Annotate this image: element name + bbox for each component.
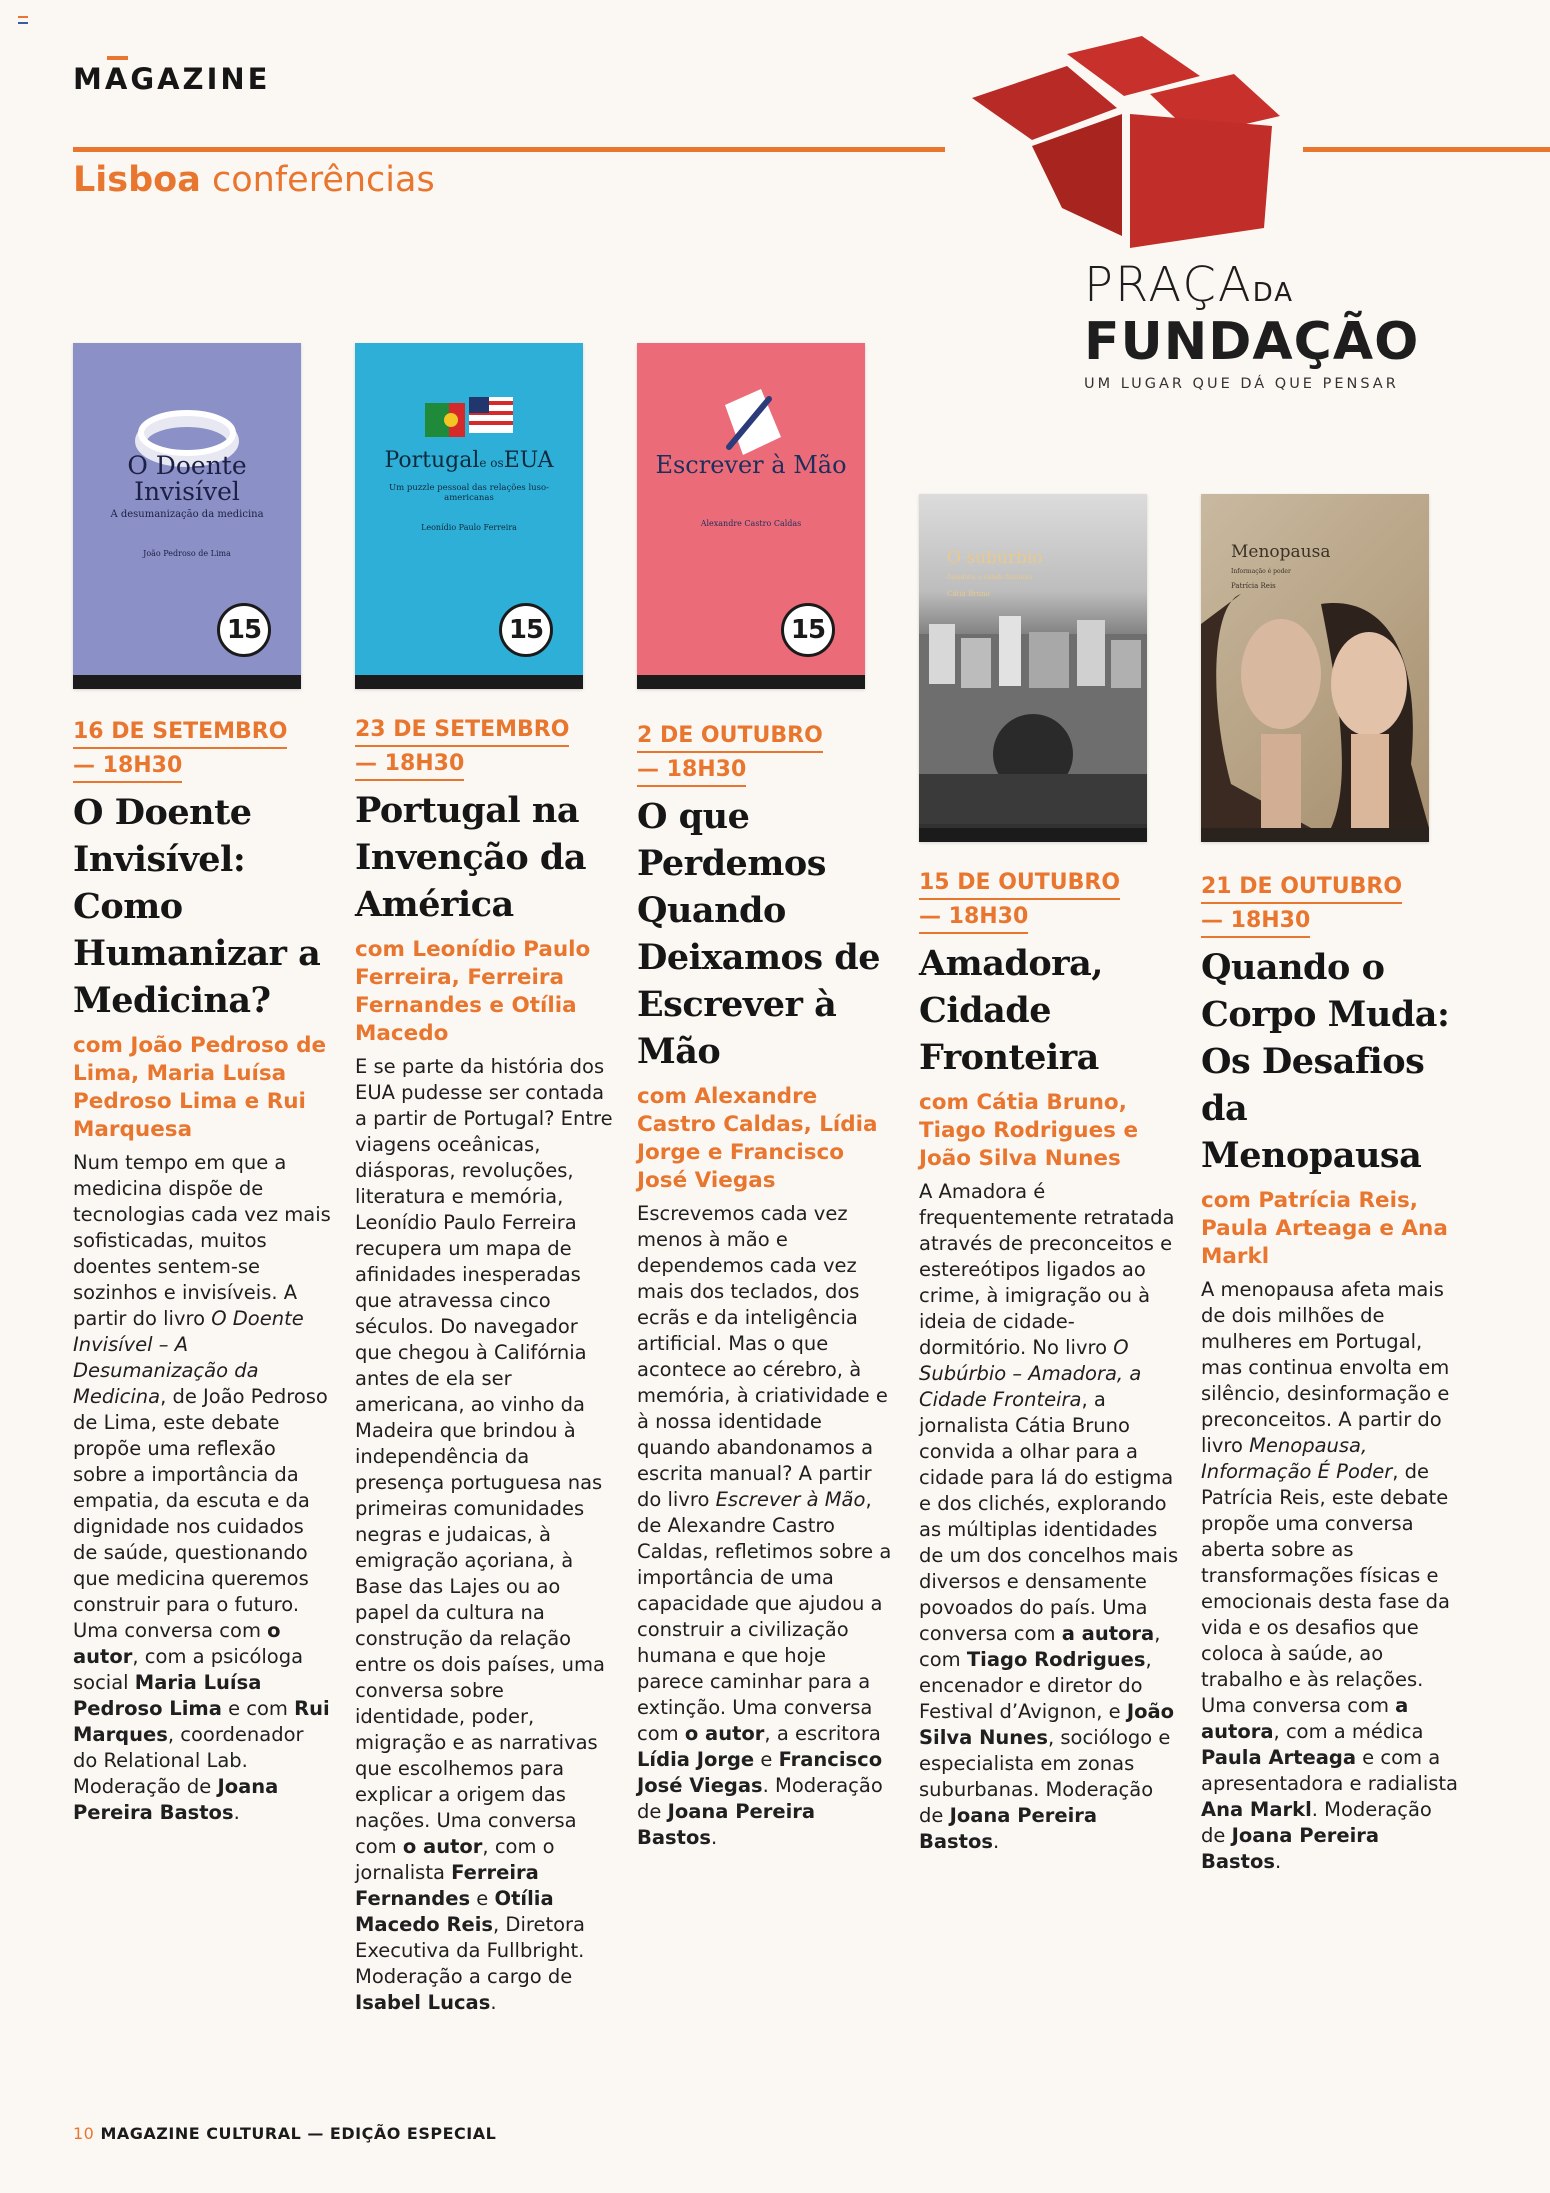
description-run: a autora <box>1201 1694 1409 1743</box>
menu-icon[interactable] <box>18 16 28 24</box>
description-run: , de Patrícia Reis, este debate propõe uma conversa aberta sobre as transformações físicas e emocionais desta fase da vida e os desafios que coloca à saúde, ao trabalho e às relações. Uma conversa com <box>1201 1460 1450 1717</box>
description-run: Joana Pereira Bastos <box>919 1804 1098 1853</box>
praca-box-logo-icon <box>972 36 1302 256</box>
city-photo-icon <box>919 604 1147 824</box>
page-number: 10 <box>73 2124 95 2143</box>
book-cover-2 <box>355 343 583 689</box>
event-date: 15 DE OUTUBRO — 18H30 <box>919 866 1179 934</box>
footer-text: MAGAZINE CULTURAL — EDIÇÃO ESPECIAL <box>100 2124 497 2143</box>
event-date: 21 DE OUTUBRO — 18H30 <box>1201 870 1461 938</box>
page-footer <box>73 2124 496 2143</box>
description-run: . <box>233 1801 240 1824</box>
description-run: , com o jornalista <box>355 1835 555 1884</box>
description-run: Rui Marques <box>73 1697 330 1746</box>
cover-4-subtitle: Amadora, a cidade fronteira <box>947 574 1033 581</box>
book-cover-1 <box>73 343 301 689</box>
cover-2-footer <box>355 675 583 689</box>
description-run: . <box>1274 1850 1282 1873</box>
event-title: O Doente Invisível: Como Humanizar a Medicina? <box>73 792 321 1021</box>
cover-2-subtitle: Um puzzle pessoal das relações luso-americanas <box>388 483 550 504</box>
description-run: e com a apresentadora e radialista <box>1201 1746 1458 1795</box>
event-title: O que Perdemos Quando Deixamos de Escrever à Mão <box>637 796 880 1072</box>
book-cover-4 <box>919 494 1147 842</box>
description-run: o autor <box>402 1835 483 1858</box>
description-run: Francisco José Viegas <box>637 1748 883 1797</box>
description-run: . Moderação de <box>637 1774 883 1823</box>
event-description <box>73 1150 333 1826</box>
description-run: o autor <box>684 1722 765 1745</box>
description-run: Joana Pereira Bastos <box>637 1800 816 1849</box>
description-run: Tiago Rodrigues <box>966 1648 1146 1671</box>
cover-1-badge: 15 <box>217 603 271 657</box>
book-cover-3 <box>637 343 865 689</box>
cover-1-subtitle: A desumanização da medicina <box>110 509 264 520</box>
description-run: . <box>490 1991 497 2014</box>
event-column-4 <box>919 866 1179 1855</box>
description-run: Menopausa, Informação É Poder <box>1201 1434 1393 1483</box>
description-run: e <box>470 1887 495 1910</box>
description-run: A Amadora é frequentemente retratada através de preconceitos e estereótipos ligados ao crime, à imigração ou à ideia de cidade-dormitório. No livro <box>919 1180 1175 1359</box>
event-description <box>355 1054 615 2016</box>
description-run: , a escritora <box>764 1722 881 1745</box>
pen-paper-icon <box>715 385 787 459</box>
event-speakers: com Leonídio Paulo Ferreira, Ferreira Fernandes e Otília Macedo <box>355 937 591 1046</box>
description-run: , de Alexandre Castro Caldas, refletimos sobre a importância de uma capacidade que ajudou a construir a civilização humana e que hoje parece caminhar para a extinção. Uma conversa com <box>637 1488 892 1745</box>
description-run: Isabel Lucas <box>355 1991 491 2014</box>
puzzle-flags-icon <box>421 391 517 447</box>
description-run: Otília Macedo Reis <box>355 1887 554 1936</box>
description-run: Num tempo em que a medicina dispõe de tecnologias cada vez mais sofisticadas, muitos doentes sentem-se sozinhos e invisíveis. A partir do livro <box>73 1151 331 1330</box>
description-run: , sociólogo e especialista em zonas suburbanas. Moderação de <box>919 1726 1171 1827</box>
event-column-1 <box>73 715 333 1826</box>
event-column-3 <box>637 719 897 1851</box>
description-run: . <box>992 1830 1000 1853</box>
cover-2-title: Portugale osEUA <box>384 448 554 473</box>
description-run: e <box>754 1748 779 1771</box>
women-portrait-icon <box>1201 584 1429 828</box>
event-date: 16 DE SETEMBRO — 18H30 <box>73 715 333 783</box>
description-run: , com <box>919 1622 1161 1671</box>
cover-3-badge: 15 <box>781 603 835 657</box>
header-rule-left <box>73 147 945 152</box>
description-run: . <box>710 1826 718 1849</box>
cover-2-author: Leonídio Paulo Ferreira <box>421 523 517 532</box>
description-run: , encenador e diretor do Festival d’Avignon, e <box>919 1648 1152 1723</box>
cover-1-author: João Pedroso de Lima <box>143 549 231 558</box>
brand-line1: PRAÇA <box>1084 257 1253 313</box>
description-run: Maria Luísa Pedroso Lima <box>73 1671 262 1720</box>
description-run: , coordenador do Relational Lab. Moderação de <box>73 1723 304 1798</box>
description-run: , de João Pedroso de Lima, este debate propõe uma reflexão sobre a importância da empatia, da escuta e da dignidade nos cuidados de saúde, questionando que medicina queremos construir para o futuro. Uma conversa com <box>73 1385 328 1642</box>
event-description <box>919 1179 1179 1855</box>
description-run: Paula Arteaga <box>1201 1746 1356 1769</box>
description-run: . Moderação de <box>1201 1798 1432 1847</box>
cover-5-title: Menopausa <box>1231 542 1331 562</box>
description-run: , com a médica <box>1273 1720 1424 1743</box>
brand-line1-small: DA <box>1252 278 1295 308</box>
description-run: A menopausa afeta mais de dois milhões de mulheres em Portugal, mas continua envolta em silêncio, desinformação e preconceitos. A partir do livro <box>1201 1278 1450 1457</box>
description-run: Lídia Jorge <box>637 1748 755 1771</box>
cover-5-subtitle: Informação é poder <box>1231 568 1291 575</box>
cover-5-author: Patrícia Reis <box>1231 582 1276 590</box>
description-run: Joana Pereira Bastos <box>1201 1824 1380 1873</box>
section-title <box>73 160 435 200</box>
event-speakers: com João Pedroso de Lima, Maria Luísa Pedroso Lima e Rui Marquesa <box>73 1033 327 1142</box>
event-description <box>637 1201 897 1851</box>
description-run: , com a psicóloga social <box>73 1645 304 1694</box>
event-date: 23 DE SETEMBRO — 18H30 <box>355 713 615 781</box>
magazine-logo: MAGAZINE <box>73 62 271 96</box>
description-run: Ana Markl <box>1201 1798 1312 1821</box>
description-run: o autor <box>73 1619 281 1668</box>
section-city: Lisboa <box>73 160 201 200</box>
cover-4-title: O subúrbio <box>947 548 1043 568</box>
event-speakers: com Patrícia Reis, Paula Arteaga e Ana Markl <box>1201 1188 1448 1269</box>
brand-line2: FUNDAÇÃO <box>1084 312 1420 372</box>
book-cover-5 <box>1201 494 1429 842</box>
event-description <box>1201 1277 1461 1875</box>
cover-4-author: Cátia Bruno <box>947 590 990 598</box>
description-run: , a jornalista Cátia Bruno convida a olhar para a cidade para lá do estigma e dos clichés, explorando as múltiplas identidades de um dos concelhos mais diversos e densamente povoados do país. Uma conversa com <box>919 1388 1179 1645</box>
event-speakers: com Cátia Bruno, Tiago Rodrigues e João Silva Nunes <box>919 1090 1139 1171</box>
brand-tagline: UM LUGAR QUE DÁ QUE PENSAR <box>1084 376 1399 392</box>
description-run: Joana Pereira Bastos <box>73 1775 279 1824</box>
event-title: Portugal na Invenção da América <box>355 790 587 925</box>
event-column-5 <box>1201 870 1461 1875</box>
event-speakers: com Alexandre Castro Caldas, Lídia Jorge e Francisco José Viegas <box>637 1084 878 1193</box>
cover-3-author: Alexandre Castro Caldas <box>700 519 802 528</box>
description-run: João Silva Nunes <box>919 1700 1175 1749</box>
cover-5-footer <box>1201 828 1429 842</box>
description-run: a autora <box>1061 1622 1155 1645</box>
cover-3-title: Escrever à Mão <box>655 451 847 479</box>
description-run: O Doente Invisível – A Desumanização da Medicina <box>73 1307 304 1408</box>
description-run: Escrever à Mão <box>715 1488 866 1511</box>
header-rule-right <box>1303 147 1550 152</box>
description-run: E se parte da história dos EUA pudesse ser contada a partir de Portugal? Entre viagens oceânicas, diásporas, revoluções, literatura e memória, Leonídio Paulo Ferreira recupera um mapa de afinidades inesperadas que atravessa cinco séculos. Do navegador que chegou à Califórnia antes de ela ser americana, ao vinho da Madeira que brindou à independência da presença portuguesa nas primeiras comunidades negras e judaicas, à emigração açoriana, à Base das Lajes ou ao papel da cultura na construção da relação entre os dois países, uma conversa sobre identidade, poder, migração e as narrativas que escolhemos para explicar a origem das nações. Uma conversa com <box>355 1055 613 1858</box>
cover-4-footer <box>919 828 1147 842</box>
description-run: Ferreira Fernandes <box>355 1861 539 1910</box>
description-run: e com <box>221 1697 295 1720</box>
section-name: conferências <box>212 160 435 200</box>
event-title: Amadora, Cidade Fronteira <box>919 943 1103 1078</box>
cover-2-badge: 15 <box>499 603 553 657</box>
praca-brand <box>1084 257 1420 392</box>
cover-1-title: O Doente Invisível <box>127 451 247 507</box>
description-run: Escrevemos cada vez menos à mão e dependemos cada vez mais dos teclados, dos ecrãs e da inteligência artificial. Mas o que acontece ao cérebro, à memória, à criatividade e à nossa identidade quando abandonamos a escrita manual? A partir do livro <box>637 1202 888 1511</box>
event-date: 2 DE OUTUBRO — 18H30 <box>637 719 897 787</box>
cover-3-footer <box>637 675 865 689</box>
description-run: , Diretora Executiva da Fullbright. Moderação a cargo de <box>355 1913 585 1988</box>
event-title: Quando o Corpo Muda: Os Desafios da Menopausa <box>1201 947 1450 1176</box>
description-run: O Subúrbio – Amadora, a Cidade Fronteira <box>919 1336 1142 1411</box>
cover-1-footer <box>73 675 301 689</box>
event-column-2 <box>355 713 615 2016</box>
